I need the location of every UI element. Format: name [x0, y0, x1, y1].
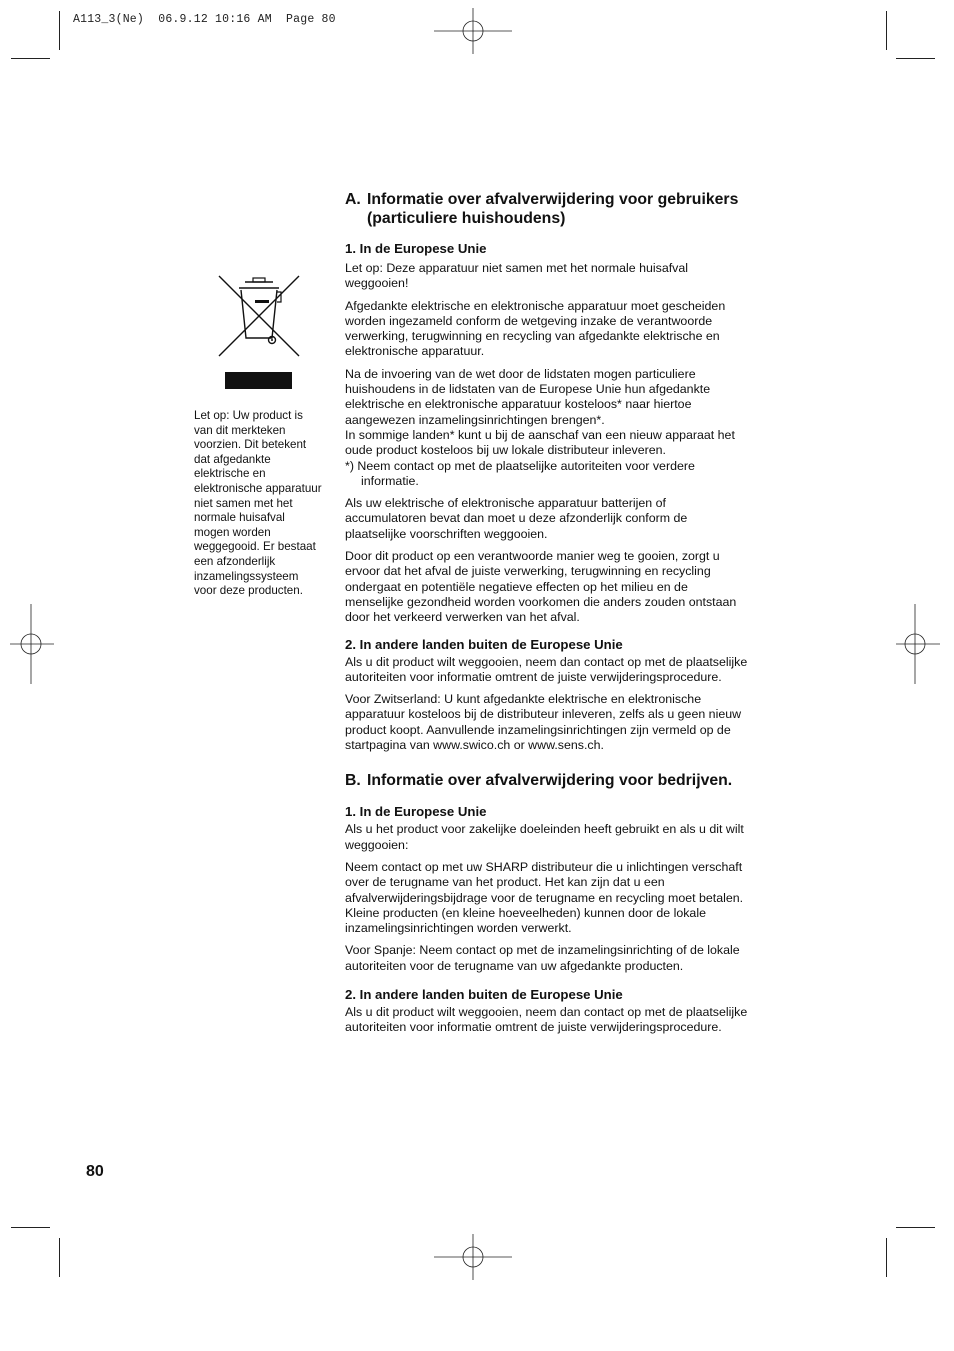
- side-note-line: Let op: Uw product is: [194, 409, 303, 422]
- paragraph-line: ondergaat en potentiële negatieve effecten op het milieu en de: [345, 579, 688, 594]
- registration-mark-top: [434, 8, 512, 54]
- paragraph: [345, 860, 775, 936]
- paragraph-line: aangewezen inzamelingsinrichtingen brengen*.: [345, 412, 605, 427]
- paragraph: [345, 496, 775, 542]
- paragraph-line: ervoor dat het afval de juiste verwerking, terugwinning en recycling: [345, 564, 711, 579]
- section-b-title: [345, 771, 775, 790]
- paragraph-line: startpagina van www.swico.ch or www.sens.ch.: [345, 738, 604, 753]
- paragraph-line: oude product kosteloos bij uw lokale distributeur inleveren.: [345, 443, 666, 458]
- paragraph-line: weggooien:: [345, 837, 409, 852]
- side-note-line: elektronische apparatuur: [194, 481, 322, 495]
- paragraph: [345, 1005, 775, 1036]
- paragraph-line: Door dit product op een verantwoorde manier weg te gooien, zorgt u: [345, 549, 720, 564]
- paragraph-line: autoriteiten voor de terugname van uw afgedankte producten.: [345, 958, 684, 973]
- paragraph-line: elektrische en elektronische apparatuur kosteloos* naar hiertoe: [345, 397, 692, 412]
- crop-mark: [59, 1238, 60, 1277]
- section-a-title-line2: (particuliere huishoudens): [367, 210, 566, 227]
- paragraph-line: accumulatoren bevat dan moet u deze afzonderlijk conform de: [345, 511, 688, 526]
- paragraph-line: elektronische apparatuur.: [345, 344, 485, 359]
- paragraph-line: huishoudens in de lidstaten van de Europese Unie hun afgedankte: [345, 382, 711, 397]
- section-a-sub1-heading: 1. In de Europese Unie: [345, 241, 487, 256]
- side-note-line: voorzien. Dit betekent: [194, 438, 307, 452]
- section-b-label: B.: [345, 772, 361, 790]
- paragraph-line: Als u het product voor zakelijke doeleinden heeft gebruikt en als u dit wilt: [345, 822, 744, 837]
- paragraph-line: product koopt. Aanvullende inzamelingsinrichtingen zijn vermeld op de: [345, 722, 731, 737]
- paragraph-line: Voor Zwitserland: U kunt afgedankte elektrische en elektronische: [345, 692, 702, 707]
- crop-mark: [896, 58, 935, 59]
- paragraph-line: In sommige landen* kunt u bij de aanschaf van een nieuw apparaat het: [345, 427, 735, 442]
- section-a-label: A.: [345, 191, 361, 208]
- crop-mark: [886, 11, 887, 50]
- paragraph-line: verwerking, terugwinning en recycling van afgedankte elektrische en: [345, 329, 720, 344]
- paragraph-line: apparatuur kosteloos bij de distributeur inleveren, zelfs als u geen nieuw: [345, 707, 742, 722]
- page-number: 80: [86, 1163, 104, 1180]
- footnote-line: *) Neem contact op met de plaatselijke autoriteiten voor verdere: [345, 458, 695, 473]
- section-a-sub2-heading: 2. In andere landen buiten de Europese Unie: [345, 636, 623, 652]
- registration-mark-left: [10, 604, 54, 684]
- section-a-title-line1: Informatie over afvalverwijdering voor gebruikers: [367, 191, 739, 208]
- paragraph-line: Kleine producten (en kleine hoeveelheden) kunnen door de lokale: [345, 905, 706, 920]
- paragraph: [345, 549, 775, 625]
- side-note-line: dat afgedankte: [194, 452, 271, 466]
- paragraph: [345, 943, 775, 974]
- main-text-column: [345, 190, 775, 1036]
- crop-mark: [886, 1238, 887, 1277]
- side-note-line: inzamelingssysteem: [194, 569, 299, 583]
- paragraph: [345, 299, 775, 360]
- paragraph-line: Neem contact op met uw SHARP distributeur die u inlichtingen verschaft: [345, 859, 743, 874]
- weee-black-bar: [225, 372, 292, 389]
- side-note-line: van dit merkteken: [194, 423, 286, 437]
- side-note-line: voor deze producten.: [194, 584, 303, 598]
- paragraph: [345, 655, 775, 686]
- paragraph-line: plaatselijke voorschriften weggooien.: [345, 526, 548, 541]
- paragraph-line: Als u dit product wilt weggooien, neem dan contact op met de plaatselijke: [345, 654, 748, 669]
- side-note-line: niet samen met het: [194, 496, 293, 510]
- side-note-line: mogen worden: [194, 525, 271, 539]
- paragraph: [345, 367, 775, 489]
- paragraph-line: door het verkeerd verwerken van het afval.: [345, 610, 580, 625]
- side-note-line: een afzonderlijk: [194, 554, 276, 568]
- paragraph-line: afvalverwijderingsbijdrage voor de terugname en recycling moet betalen.: [345, 890, 744, 905]
- paragraph-line: weggooien!: [345, 276, 409, 291]
- crop-mark: [59, 11, 60, 50]
- crop-mark: [11, 1227, 50, 1228]
- paragraph-line: autoriteiten voor informatie omtrent de juiste verwijderingsprocedure.: [345, 1020, 722, 1035]
- section-b-title-text: Informatie over afvalverwijdering voor bedrijven.: [367, 772, 733, 790]
- paragraph: [345, 261, 775, 292]
- registration-mark-right: [896, 604, 940, 684]
- weee-crossed-bin-icon: [215, 272, 303, 360]
- section-a-title: [345, 190, 775, 228]
- paragraph-line: worden ingezameld conform de wetgeving inzake de verantwoorde: [345, 313, 713, 328]
- side-note-line: normale huisafval: [194, 511, 285, 525]
- paragraph-line: menselijke gezondheid worden voorkomen die anders zouden ontstaan: [345, 594, 737, 609]
- side-note-line: weggegooid. Er bestaat: [194, 540, 316, 554]
- paragraph-line: Afgedankte elektrische en elektronische apparatuur moet gescheiden: [345, 298, 726, 313]
- crop-mark: [896, 1227, 935, 1228]
- paragraph-line: Als u dit product wilt weggooien, neem dan contact op met de plaatselijke: [345, 1004, 748, 1019]
- crop-mark: [11, 58, 50, 59]
- side-note: [194, 409, 334, 599]
- paragraph-line: Let op: Deze apparatuur niet samen met het normale huisafval: [345, 261, 689, 275]
- section-b-sub1-heading: 1. In de Europese Unie: [345, 804, 487, 820]
- registration-mark-bottom: [434, 1234, 512, 1280]
- print-header-stamp: A113_3(Ne) 06.9.12 10:16 AM Page 80: [73, 13, 336, 26]
- paragraph-line: inzamelingsinrichtingen worden verwerkt.: [345, 921, 572, 936]
- footnote-line: informatie.: [361, 473, 419, 488]
- paragraph: [345, 692, 775, 753]
- paragraph-line: Na de invoering van de wet door de lidstaten mogen particuliere: [345, 366, 696, 381]
- paragraph-line: Als uw elektrische of elektronische apparatuur batterijen of: [345, 496, 666, 511]
- paragraph: [345, 822, 775, 853]
- paragraph-line: autoriteiten voor informatie omtrent de juiste verwijderingsprocedure.: [345, 669, 722, 684]
- paragraph-line: Voor Spanje: Neem contact op met de inzamelingsinrichting of de lokale: [345, 943, 740, 958]
- section-b-sub2-heading: 2. In andere landen buiten de Europese Unie: [345, 986, 623, 1002]
- side-note-line: elektrische en: [194, 467, 266, 481]
- paragraph-line: over de terugname van het product. Het kan zijn dat u een: [345, 875, 665, 890]
